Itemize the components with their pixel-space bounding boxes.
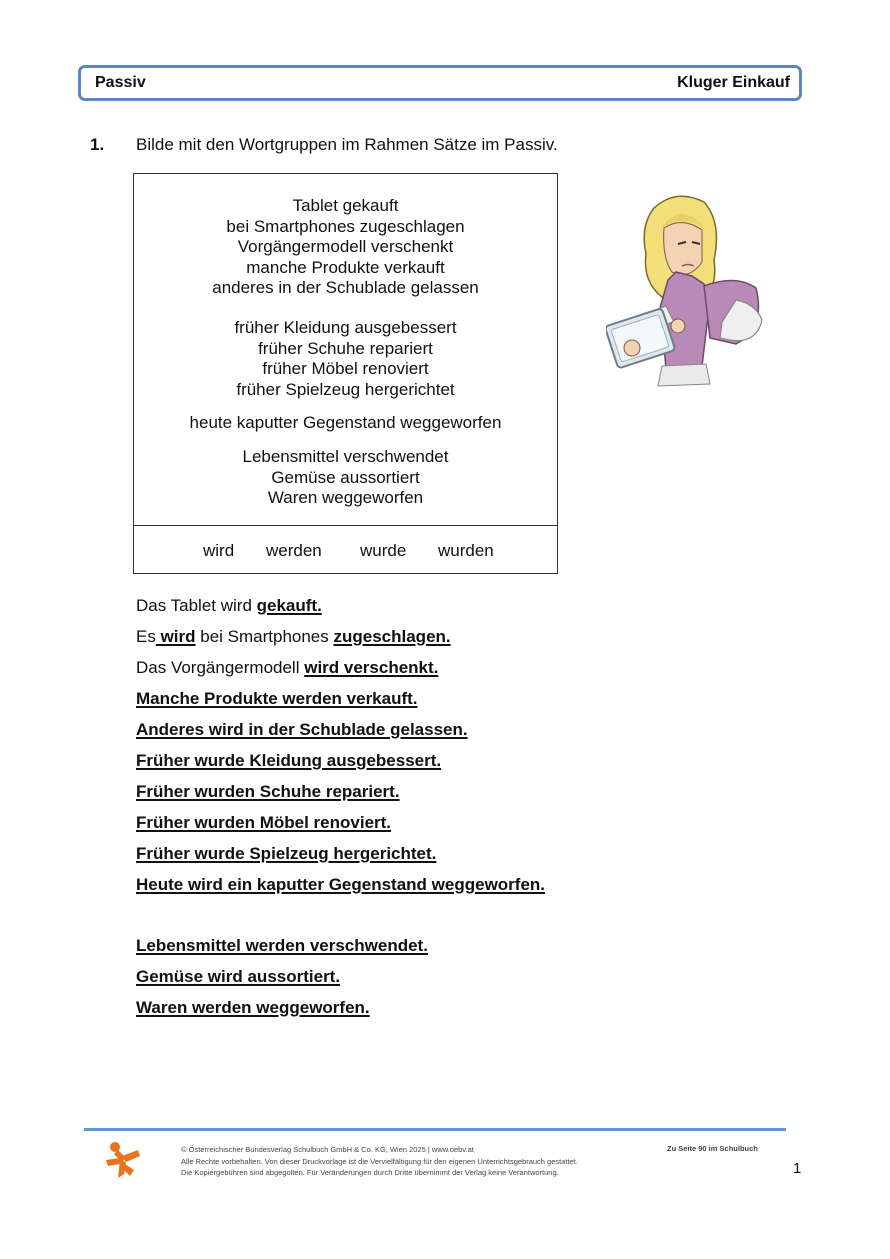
sentence-answer: Früher wurde Kleidung ausgebessert. (136, 751, 442, 770)
sentence-3 (136, 656, 545, 687)
sentence-1 (136, 594, 545, 625)
sentence-10 (136, 873, 545, 904)
sentence-text: Es (136, 627, 156, 646)
sentence-text: Das Tablet wird (136, 596, 257, 615)
word-item: früher Kleidung ausgebessert (234, 317, 457, 337)
sentence-answer: Anderes wird in der Schublade gelassen. (136, 720, 468, 739)
word-groups (134, 174, 557, 526)
page-number: 1 (793, 1160, 802, 1177)
sentence-answer: Waren werden weggeworfen. (136, 998, 370, 1017)
word-item: früher Spielzeug hergerichtet (236, 379, 455, 399)
task-number: 1. (90, 135, 105, 154)
sentence-5 (136, 718, 545, 749)
word-item: Lebensmittel verschwendet (242, 446, 449, 466)
word-item: Waren weggeworfen (267, 488, 424, 508)
sentence-9 (136, 842, 545, 873)
word-group-4 (134, 447, 557, 509)
sentence-text: Das Vorgängermodell (136, 658, 305, 677)
verb-wird: wird (203, 541, 235, 560)
sentence-answer: zugeschlagen. (333, 627, 451, 646)
fees-line: Die Kopiergebühren sind abgegolten. Für Veränderungen durch Dritte übernimmt der Verlag keine Verantwortung. (181, 1168, 559, 1177)
header-topic: Passiv (95, 74, 146, 91)
word-item: früher Schuhe repariert (258, 338, 433, 358)
sentence-answer: gekauft. (256, 596, 322, 615)
publisher-logo-icon (104, 1140, 142, 1180)
word-item: anderes in der Schublade gelassen (212, 278, 479, 298)
sentence-6 (136, 749, 545, 780)
sentence-answer: Früher wurden Möbel renoviert. (136, 813, 392, 832)
sentence-12 (136, 965, 545, 996)
verb-werden: werden (266, 541, 322, 560)
sentence-text: bei Smartphones (195, 627, 334, 646)
sentence-4 (136, 687, 545, 718)
sentence-answer: Heute wird ein kaputter Gegenstand weggeworfen. (136, 875, 546, 894)
verb-wurden: wurden (438, 541, 494, 560)
word-item: früher Möbel renoviert (262, 359, 429, 379)
textbook-reference: Zu Seite 90 im Schulbuch (667, 1144, 758, 1153)
word-group-1 (134, 174, 557, 299)
word-group-2 (134, 318, 557, 400)
rights-line: Alle Rechte vorbehalten. Von dieser Druckvorlage ist die Vervielfältigung für den eigenen Unterrichtsgebrauch gestattet. (181, 1156, 578, 1166)
word-box (133, 173, 558, 574)
girl-with-tablet-illustration (606, 188, 776, 398)
sentence-7 (136, 780, 545, 811)
answer-sentences (136, 594, 545, 1027)
verb-wurde: wurde (360, 541, 407, 560)
sentence-answer: Manche Produkte werden verkauft. (136, 689, 418, 708)
copyright-notice (181, 1144, 578, 1179)
verb-row (134, 526, 557, 575)
sentence-2 (136, 625, 545, 656)
copyright-line: © Österreichischer Bundesverlag Schulbuch GmbH & Co. KG, Wien 2025 | www.oebv.at (181, 1145, 474, 1154)
sentence-13 (136, 996, 545, 1027)
sentence-8 (136, 811, 545, 842)
word-group-3 (134, 413, 557, 434)
sentence-answer: Gemüse wird aussortiert. (136, 967, 341, 986)
word-item: Tablet gekauft (292, 196, 399, 215)
header-unit: Kluger Einkauf (677, 74, 790, 91)
word-item: manche Produkte verkauft (246, 257, 445, 277)
sentence-11 (136, 934, 545, 965)
header-bar (78, 65, 802, 101)
sentence-answer: Früher wurden Schuhe repariert. (136, 782, 400, 801)
spacer (136, 904, 545, 934)
word-item: heute kaputter Gegenstand weggeworfen (189, 413, 502, 433)
task-instruction: Bilde mit den Wortgruppen im Rahmen Sätze im Passiv. (136, 135, 558, 154)
footer-divider (84, 1128, 786, 1131)
sentence-answer: wird verschenkt. (304, 658, 439, 677)
sentence-answer: Lebensmittel werden verschwendet. (136, 936, 428, 955)
sentence-answer: Früher wurde Spielzeug hergerichtet. (136, 844, 437, 863)
sentence-answer: wird (155, 627, 196, 646)
word-item: Gemüse aussortiert (271, 467, 420, 487)
word-item: Vorgängermodell verschenkt (237, 237, 454, 257)
word-item: bei Smartphones zugeschlagen (226, 216, 465, 236)
